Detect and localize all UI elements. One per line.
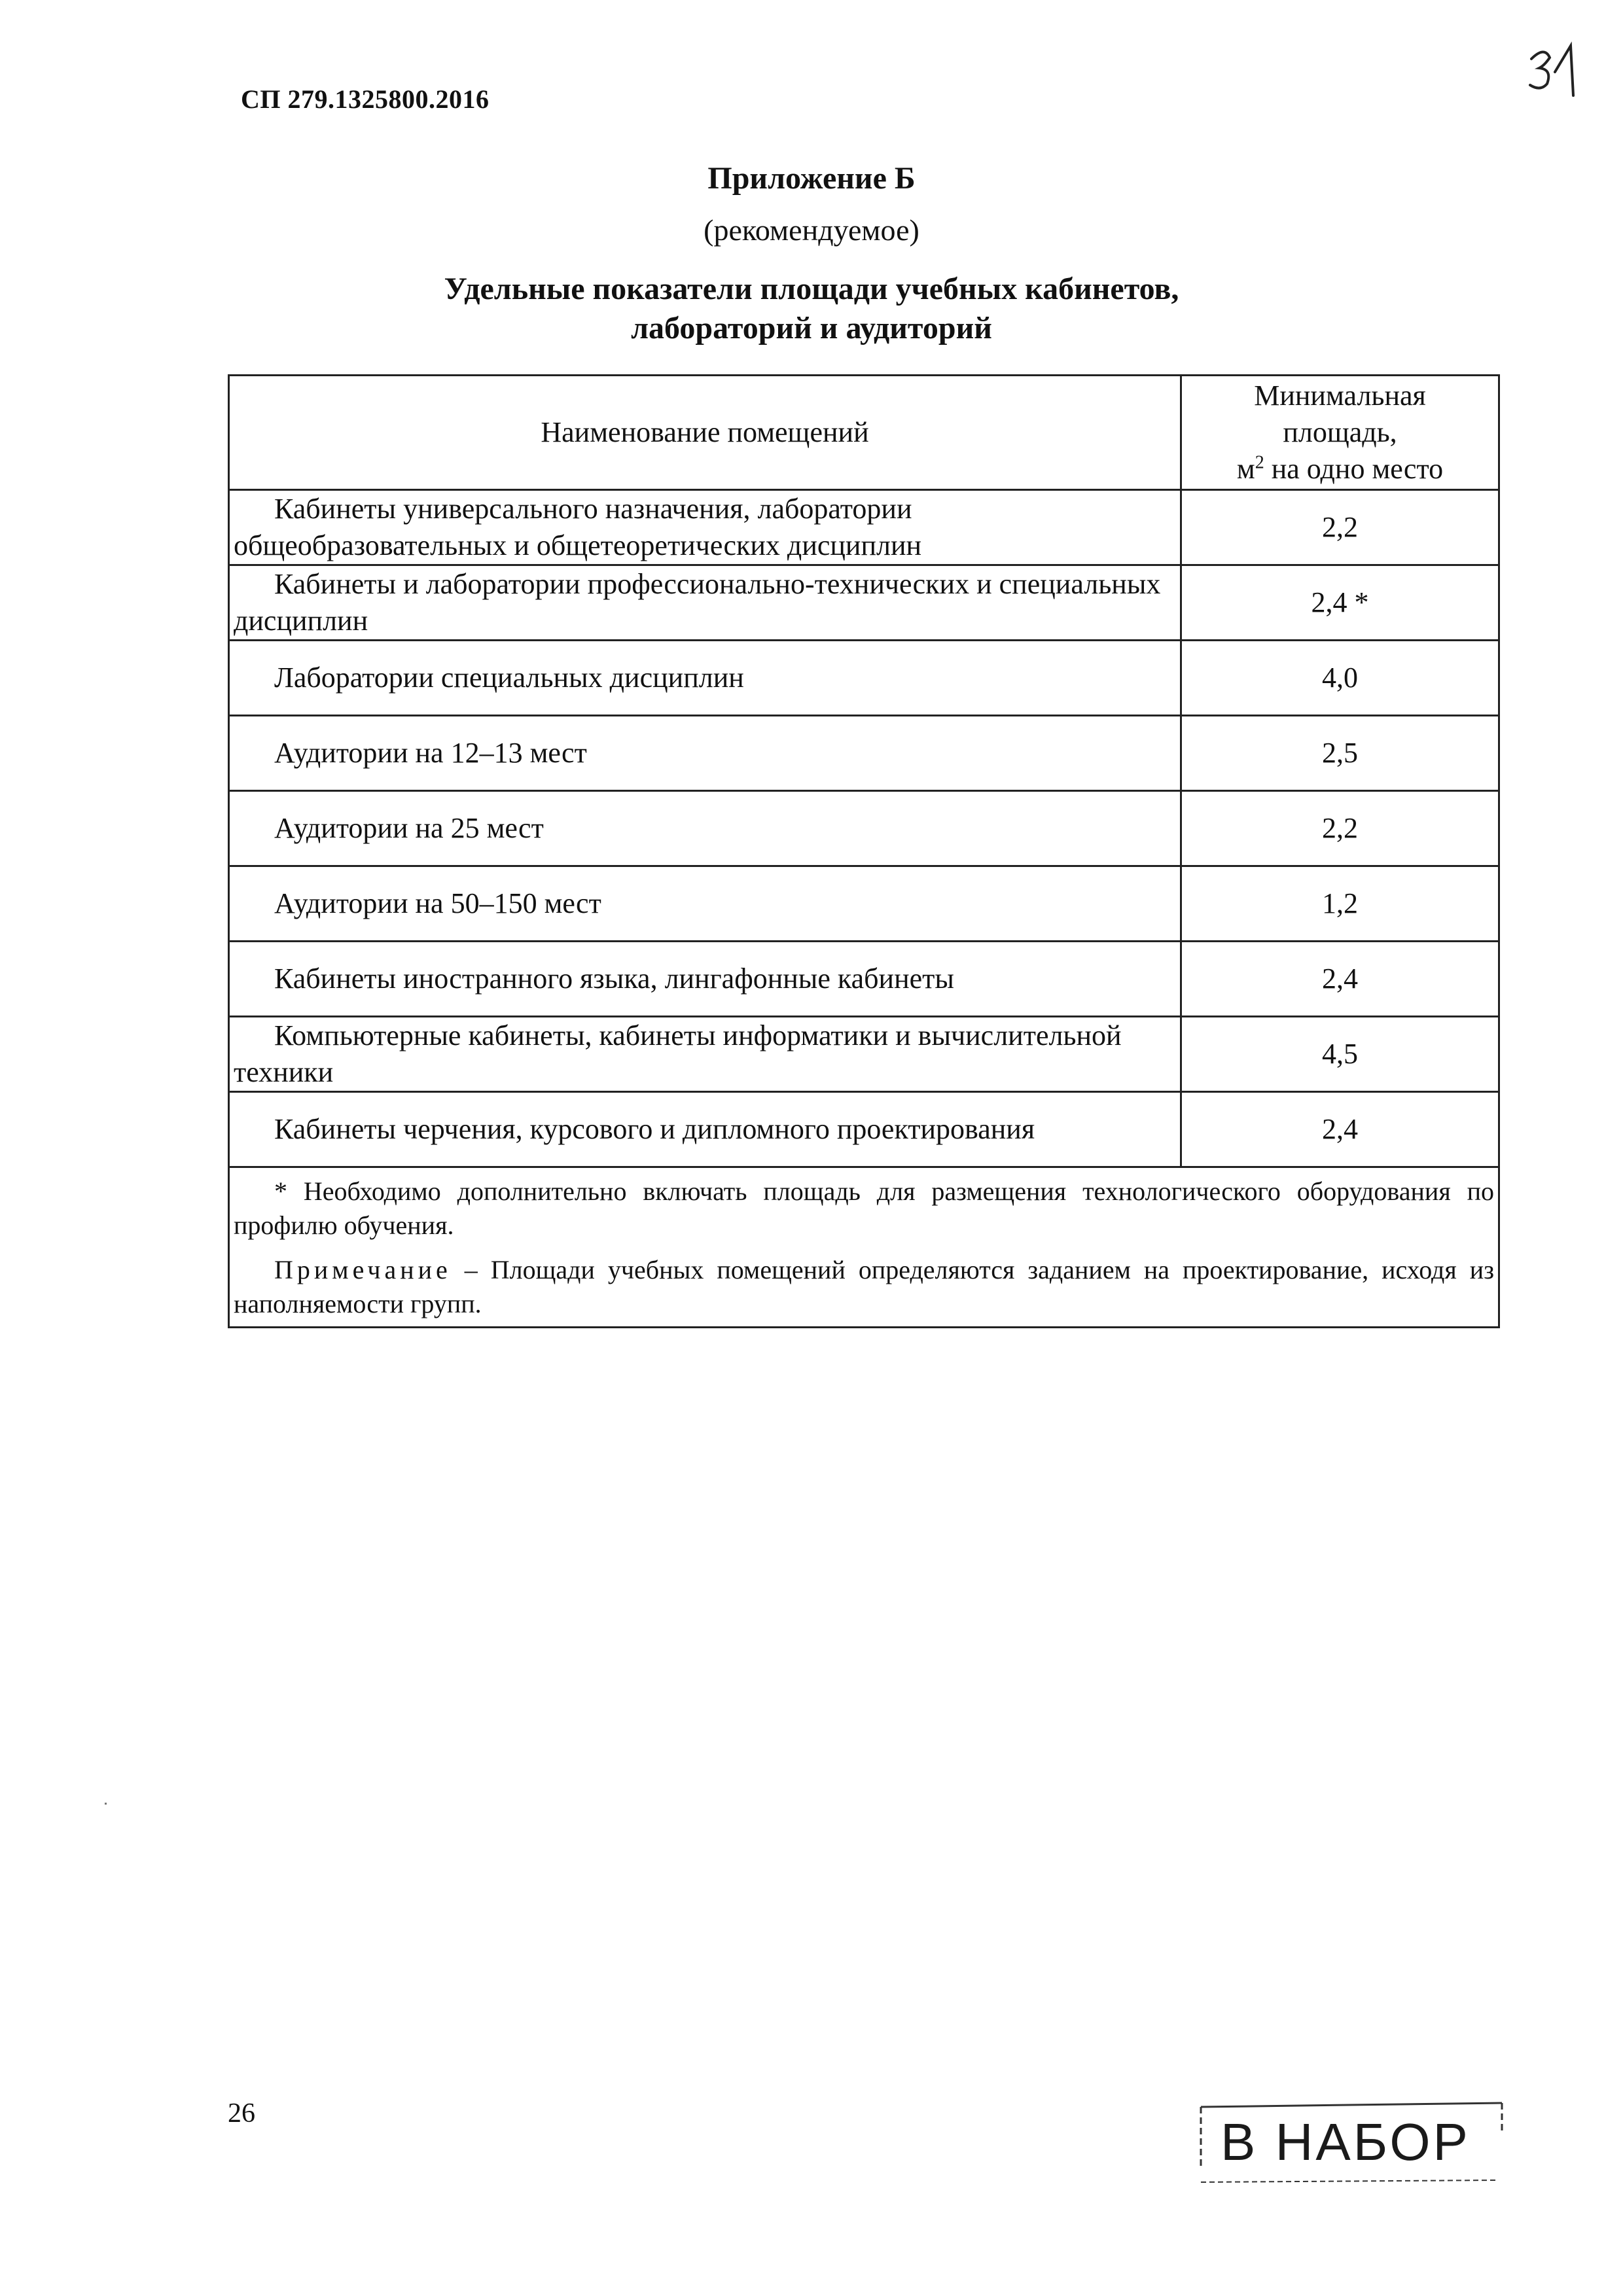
document-code: СП 279.1325800.2016 (241, 84, 490, 114)
table-row (229, 641, 1499, 716)
table-row (229, 565, 1499, 641)
column-header-value-line-2: площадь, (1283, 416, 1397, 448)
table-row (229, 866, 1499, 942)
note-text: – Площади учебных помещений определяются заданием на проектирование, исходя из наполняемости групп. (234, 1255, 1494, 1318)
appendix-heading-line-2: лабораторий и аудиторий (631, 311, 992, 345)
room-name-cell: Кабинеты иностранного языка, лингафонные кабинеты (229, 942, 1181, 1017)
table-note (234, 1253, 1494, 1321)
area-value-cell: 1,2 (1181, 866, 1499, 942)
table-row (229, 791, 1499, 866)
unit-superscript: 2 (1255, 452, 1264, 473)
table-notes-row (229, 1167, 1499, 1328)
page-number: 26 (228, 2098, 255, 2128)
room-name-cell: Аудитории на 25 мест (229, 791, 1181, 866)
room-name-cell: Кабинеты универсального назначения, лаборатории общеобразовательных и общетеоретических дисциплин (229, 490, 1181, 565)
column-header-value (1181, 376, 1499, 490)
room-name-cell: Кабинеты черчения, курсового и дипломного проектирования (229, 1092, 1181, 1167)
unit-label: м (1236, 453, 1255, 485)
area-value-cell: 2,4 (1181, 942, 1499, 1017)
column-header-value-line-3 (1186, 451, 1494, 487)
table-notes-cell (229, 1167, 1499, 1328)
area-value-cell: 2,2 (1181, 490, 1499, 565)
table-header-row (229, 376, 1499, 490)
room-name-cell: Компьютерные кабинеты, кабинеты информатики и вычислительной техники (229, 1017, 1181, 1092)
table-row (229, 1017, 1499, 1092)
table-row (229, 942, 1499, 1017)
appendix-heading (0, 270, 1623, 348)
table-footnote: * Необходимо дополнительно включать площадь для размещения технологического оборудования по профилю обучения. (234, 1176, 1494, 1240)
room-name-cell: Лаборатории специальных дисциплин (229, 641, 1181, 716)
column-header-value-line-1: Минимальная (1254, 380, 1426, 412)
room-name-cell: Аудитории на 50–150 мест (229, 866, 1181, 942)
area-value-cell: 4,0 (1181, 641, 1499, 716)
table-row (229, 716, 1499, 791)
area-norms-table (228, 374, 1500, 1328)
appendix-heading-line-1: Удельные показатели площади учебных кабинетов, (444, 272, 1179, 306)
room-name-cell: Кабинеты и лаборатории профессионально-технических и специальных дисциплин (229, 565, 1181, 641)
handwritten-page-mark (1525, 39, 1584, 98)
area-value-cell: 2,5 (1181, 716, 1499, 791)
note-label: Примечание (274, 1255, 452, 1284)
area-value-cell: 2,4 (1181, 1092, 1499, 1167)
appendix-subtitle: (рекомендуемое) (704, 213, 919, 247)
table-row (229, 490, 1499, 565)
stamp (1188, 2094, 1515, 2192)
room-name-cell: Аудитории на 12–13 мест (229, 716, 1181, 791)
appendix-title: Приложение Б (707, 161, 916, 196)
area-value-cell: 2,4 * (1181, 565, 1499, 641)
stamp-text: В НАБОР (1221, 2113, 1471, 2171)
area-value-cell: 4,5 (1181, 1017, 1499, 1092)
scan-artifact (105, 1803, 107, 1805)
column-header-name: Наименование помещений (229, 376, 1181, 490)
area-value-cell: 2,2 (1181, 791, 1499, 866)
unit-rest: на одно место (1264, 453, 1444, 485)
table-row (229, 1092, 1499, 1167)
